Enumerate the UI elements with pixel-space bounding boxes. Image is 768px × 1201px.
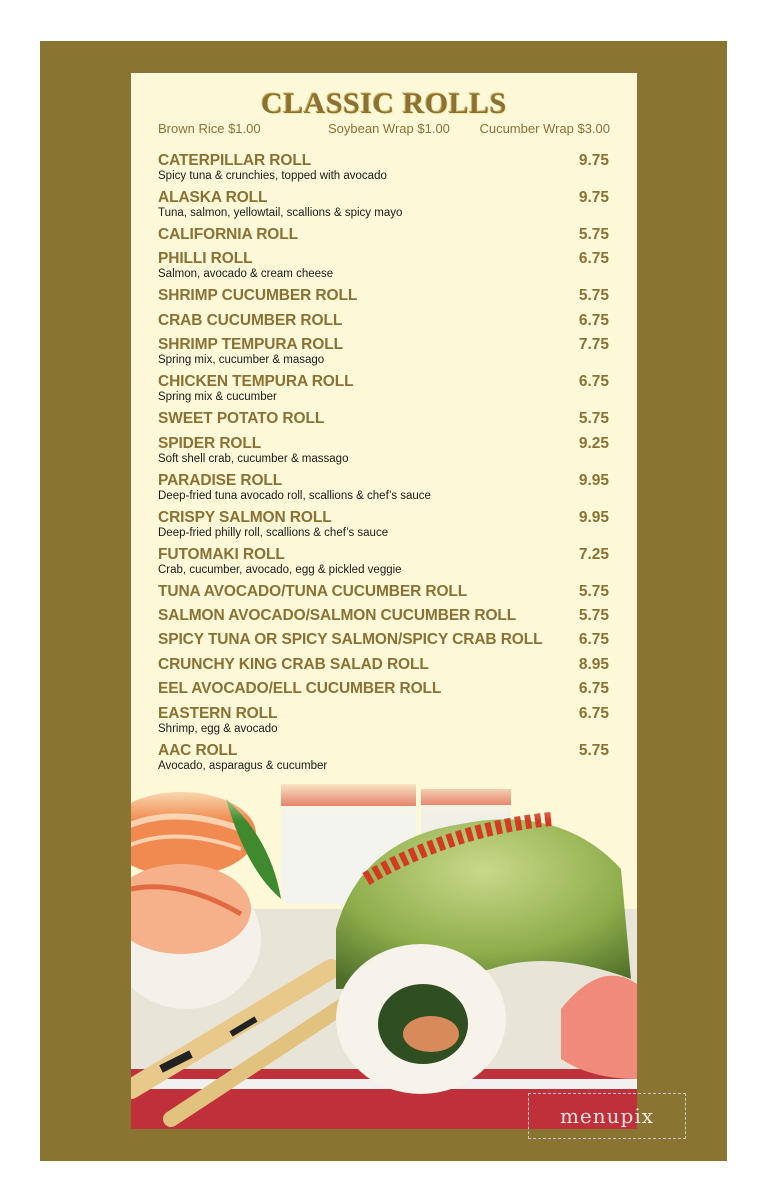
menu-item-description: Crab, cucumber, avocado, egg & pickled veggie bbox=[158, 563, 402, 576]
menu-item bbox=[158, 410, 609, 434]
menu-item-description: Deep-fried tuna avocado roll, scallions & chef’s sauce bbox=[158, 489, 431, 502]
menu-item bbox=[158, 583, 609, 607]
menu-item bbox=[158, 152, 609, 189]
menu-item bbox=[158, 656, 609, 680]
menu-item-price: 6.75 bbox=[578, 704, 609, 722]
menu-item-price: 6.75 bbox=[578, 631, 609, 649]
menu-item-price: 6.75 bbox=[578, 680, 609, 698]
menu-item-price: 5.75 bbox=[578, 582, 609, 600]
menu-item bbox=[158, 250, 609, 287]
menu-item-name: SALMON AVOCADO/SALMON CUCUMBER ROLL bbox=[158, 606, 517, 624]
menu-item-name: PARADISE ROLL bbox=[158, 471, 283, 489]
menu-item-name: SPICY TUNA OR SPICY SALMON/SPICY CRAB ROLL bbox=[158, 631, 543, 649]
menu-item-price: 6.75 bbox=[578, 250, 609, 268]
menu-item-price: 6.75 bbox=[578, 311, 609, 329]
menu-item-description: Spring mix & cucumber bbox=[158, 391, 277, 404]
menu-item bbox=[158, 373, 609, 410]
menu-item-name: EEL AVOCADO/ELL CUCUMBER ROLL bbox=[158, 680, 442, 698]
menu-item bbox=[158, 546, 609, 583]
menupix-watermark: menupix bbox=[528, 1093, 686, 1139]
menu-item-description: Tuna, salmon, yellowtail, scallions & spicy mayo bbox=[158, 207, 403, 219]
menu-item bbox=[158, 435, 609, 472]
menu-item-price: 9.25 bbox=[578, 434, 609, 452]
menu-item-name: SWEET POTATO ROLL bbox=[158, 410, 325, 428]
menu-item-name: CALIFORNIA ROLL bbox=[158, 226, 298, 243]
menu-item-name: CRAB CUCUMBER ROLL bbox=[158, 311, 343, 329]
menu-item-name: CRISPY SALMON ROLL bbox=[158, 508, 332, 526]
menu-item-name: EASTERN ROLL bbox=[158, 704, 278, 722]
menu-item-price: 9.95 bbox=[578, 471, 609, 489]
menu-title: CLASSIC ROLLS bbox=[261, 87, 507, 120]
menu-item-name: CRUNCHY KING CRAB SALAD ROLL bbox=[158, 655, 429, 673]
menu-item-name: AAC ROLL bbox=[158, 741, 238, 759]
menu-item-price: 5.75 bbox=[578, 606, 609, 624]
menu-item bbox=[158, 680, 609, 704]
menu-item-name: CATERPILLAR ROLL bbox=[158, 152, 312, 169]
option-soybean-wrap: Soybean Wrap $1.00 bbox=[328, 121, 450, 136]
menu-item-description: Spring mix, cucumber & masago bbox=[158, 354, 325, 367]
menu-item bbox=[158, 472, 609, 509]
menu-panel bbox=[131, 73, 637, 1129]
menu-item-price: 5.75 bbox=[578, 226, 609, 243]
menu-item bbox=[158, 742, 609, 779]
sushi-photo bbox=[131, 779, 637, 1129]
menu-item-description: Soft shell crab, cucumber & massago bbox=[158, 452, 349, 465]
menu-item-description: Shrimp, egg & avocado bbox=[158, 722, 278, 735]
menu-item bbox=[158, 226, 609, 250]
option-cucumber-wrap: Cucumber Wrap $3.00 bbox=[479, 121, 610, 136]
menu-item-name: SHRIMP TEMPURA ROLL bbox=[158, 336, 343, 354]
menu-item bbox=[158, 607, 609, 631]
menu-item-description: Avocado, asparagus & cucumber bbox=[158, 759, 328, 772]
menu-item-price: 7.75 bbox=[578, 336, 609, 354]
menu-item-price: 6.75 bbox=[578, 373, 609, 391]
menu-item-name: ALASKA ROLL bbox=[158, 189, 268, 206]
option-brown-rice: Brown Rice $1.00 bbox=[158, 121, 261, 136]
menu-item bbox=[158, 336, 609, 373]
menu-item-price: 9.75 bbox=[578, 152, 609, 169]
menu-list bbox=[158, 152, 609, 779]
menu-item-name: SPIDER ROLL bbox=[158, 434, 262, 452]
menu-item-price: 5.75 bbox=[578, 410, 609, 428]
menu-item-description: Salmon, avocado & cream cheese bbox=[158, 268, 334, 281]
menu-item bbox=[158, 287, 609, 311]
menu-item-name: TUNA AVOCADO/TUNA CUCUMBER ROLL bbox=[158, 582, 468, 600]
menu-item-name: CHICKEN TEMPURA ROLL bbox=[158, 373, 354, 391]
menu-item-price: 9.75 bbox=[578, 189, 609, 206]
menu-item-name: PHILLI ROLL bbox=[158, 250, 253, 268]
menu-item-name: SHRIMP CUCUMBER ROLL bbox=[158, 287, 358, 305]
menu-item bbox=[158, 631, 609, 655]
menu-item-description: Spicy tuna & crunchies, topped with avocado bbox=[158, 170, 387, 182]
menu-item-price: 5.75 bbox=[578, 741, 609, 759]
menu-item bbox=[158, 189, 609, 226]
menu-item-description: Deep-fried philly roll, scallions & chef’s sauce bbox=[158, 526, 389, 539]
menu-item bbox=[158, 509, 609, 546]
menu-item-name: FUTOMAKI ROLL bbox=[158, 545, 285, 563]
menu-item-price: 5.75 bbox=[578, 287, 609, 305]
menu-item bbox=[158, 705, 609, 742]
menu-item bbox=[158, 312, 609, 336]
menu-item-price: 8.95 bbox=[578, 655, 609, 673]
menu-item-price: 9.95 bbox=[578, 508, 609, 526]
menu-item-price: 7.25 bbox=[578, 545, 609, 563]
